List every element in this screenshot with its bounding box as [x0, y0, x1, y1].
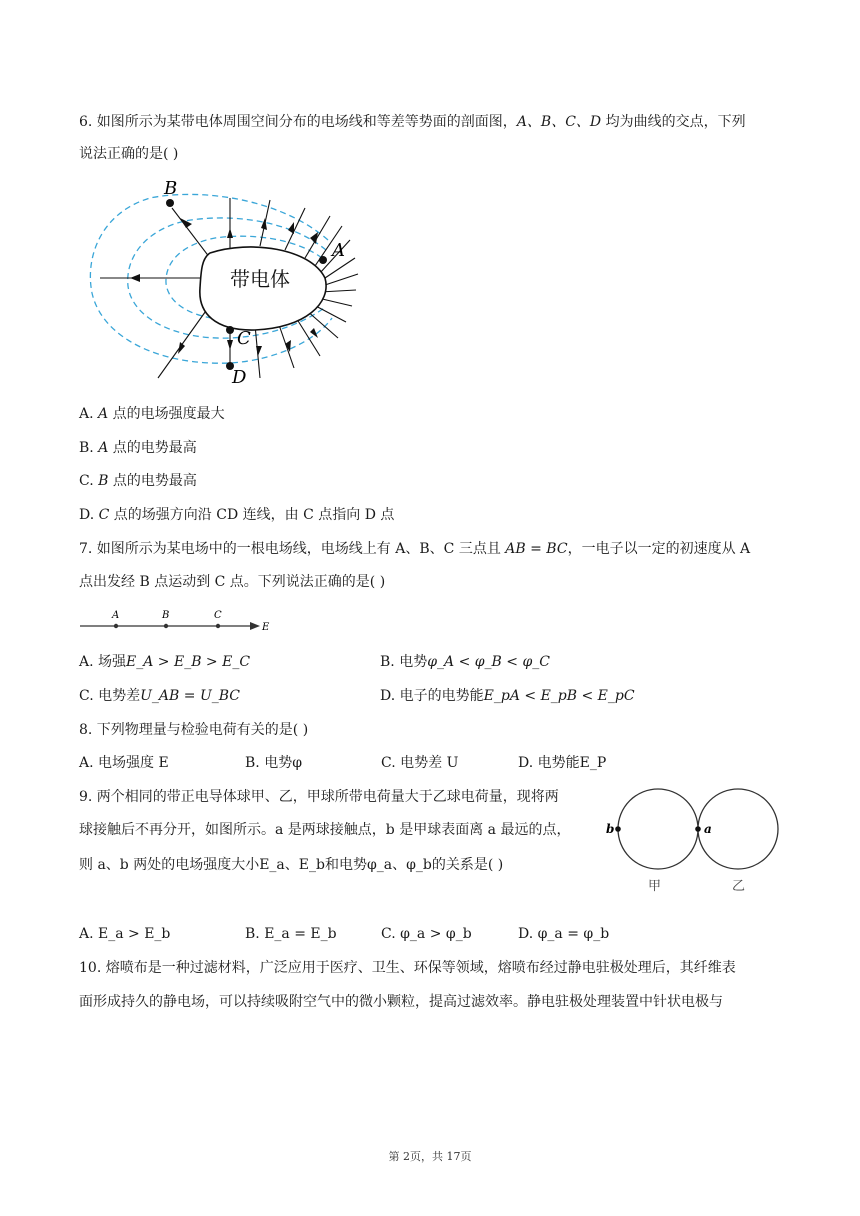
- q9-option-c[interactable]: C. φ_a > φ_b: [381, 926, 472, 942]
- q10-stem-line1: 10. 熔喷布是一种过滤材料，广泛应用于医疗、卫生、环保等领域，熔喷布经过静电驻极处理后，其纤维表: [79, 960, 736, 976]
- charged-body-label: 带电体: [230, 269, 290, 291]
- q9-option-b[interactable]: B. E_a = E_b: [245, 926, 337, 942]
- q9-option-a[interactable]: A. E_a > E_b: [79, 926, 171, 942]
- q8-stem: 8. 下列物理量与检验电荷有关的是( ): [79, 722, 309, 738]
- point-a-label: a: [704, 822, 712, 836]
- q7-option-b[interactable]: B. 电势φ_A < φ_B < φ_C: [380, 654, 550, 670]
- q9-stem-line1: 9. 两个相同的带正电导体球甲、乙，甲球所带电荷量大于乙球电荷量，现将两: [79, 789, 559, 805]
- q6-option-c[interactable]: C. B 点的电势最高: [79, 473, 197, 489]
- ball-yi-label: 乙: [732, 878, 746, 893]
- q6-field-figure: [80, 178, 380, 388]
- point-a-dot: [695, 826, 701, 832]
- q9-stem-line2: 球接触后不再分开，如图所示。a 是两球接触点，b 是甲球表面离 a 最远的点，: [79, 822, 571, 838]
- point-c-label: C: [214, 610, 222, 621]
- q6-stem-part: 均为曲线的交点，下列: [601, 114, 746, 130]
- q6-stem-part: 6. 如图所示为某带电体周围空间分布的电场线和等差等势面的剖面图，: [79, 114, 517, 130]
- point-c-label: C: [237, 328, 251, 349]
- q7-stem-line1: 7. 如图所示为某电场中的一根电场线，电场线上有 A、B、C 三点且 AB = BC，一电子以一定的初速度从 A: [79, 541, 751, 557]
- point-c-dot: [226, 326, 234, 334]
- q9-spheres-figure: [600, 782, 790, 900]
- q7-option-a[interactable]: A. 场强E_A > E_B > E_C: [79, 654, 251, 670]
- q7-stem-line2: 点出发经 B 点运动到 C 点。下列说法正确的是( ): [79, 574, 386, 590]
- q7-option-d[interactable]: D. 电子的电势能E_pA < E_pB < E_pC: [380, 688, 635, 704]
- q6-stem-line2: 说法正确的是( ): [79, 146, 179, 162]
- field-e-label: E: [262, 622, 270, 633]
- point-a-dot: [319, 256, 327, 264]
- q6-stem-line1: [79, 112, 746, 132]
- q6-option-b[interactable]: B. A 点的电势最高: [79, 440, 197, 456]
- point-d-label: D: [232, 367, 247, 388]
- q8-option-d[interactable]: D. 电势能E_P: [518, 755, 607, 771]
- q9-option-d[interactable]: D. φ_a = φ_b: [518, 926, 610, 942]
- q7-option-c[interactable]: C. 电势差U_AB = U_BC: [79, 688, 241, 704]
- point-a-label: A: [112, 610, 120, 621]
- q8-option-a[interactable]: A. 电场强度 E: [79, 755, 169, 771]
- q6-stem-points: A、B、C、D: [516, 114, 602, 130]
- point-b-label: B: [164, 178, 178, 199]
- ball-jia: [618, 789, 698, 869]
- point-b-label: b: [606, 822, 615, 836]
- q9-stem-line3: 则 a、b 两处的电场强度大小E_a、E_b和电势φ_a、φ_b的关系是( ): [79, 857, 504, 873]
- page-footer: 第 2页，共 17页: [388, 1150, 472, 1163]
- q8-option-b[interactable]: B. 电势φ: [245, 755, 302, 771]
- point-b-dot: [615, 826, 621, 832]
- q10-stem-line2: 面形成持久的静电场，可以持续吸附空气中的微小颗粒，提高过滤效率。静电驻极处理装置中针状电极与: [79, 994, 723, 1010]
- point-b-label: B: [162, 610, 170, 621]
- ball-jia-label: 甲: [648, 878, 662, 893]
- point-b-dot: [166, 199, 174, 207]
- point-a-label: A: [332, 240, 345, 261]
- q6-option-a[interactable]: A. A 点的电场强度最大: [79, 406, 225, 422]
- q7-field-line-figure: [80, 606, 270, 636]
- q6-option-d[interactable]: D. C 点的场强方向沿 CD 连线，由 C 点指向 D 点: [79, 507, 395, 523]
- q8-option-c[interactable]: C. 电势差 U: [381, 755, 459, 771]
